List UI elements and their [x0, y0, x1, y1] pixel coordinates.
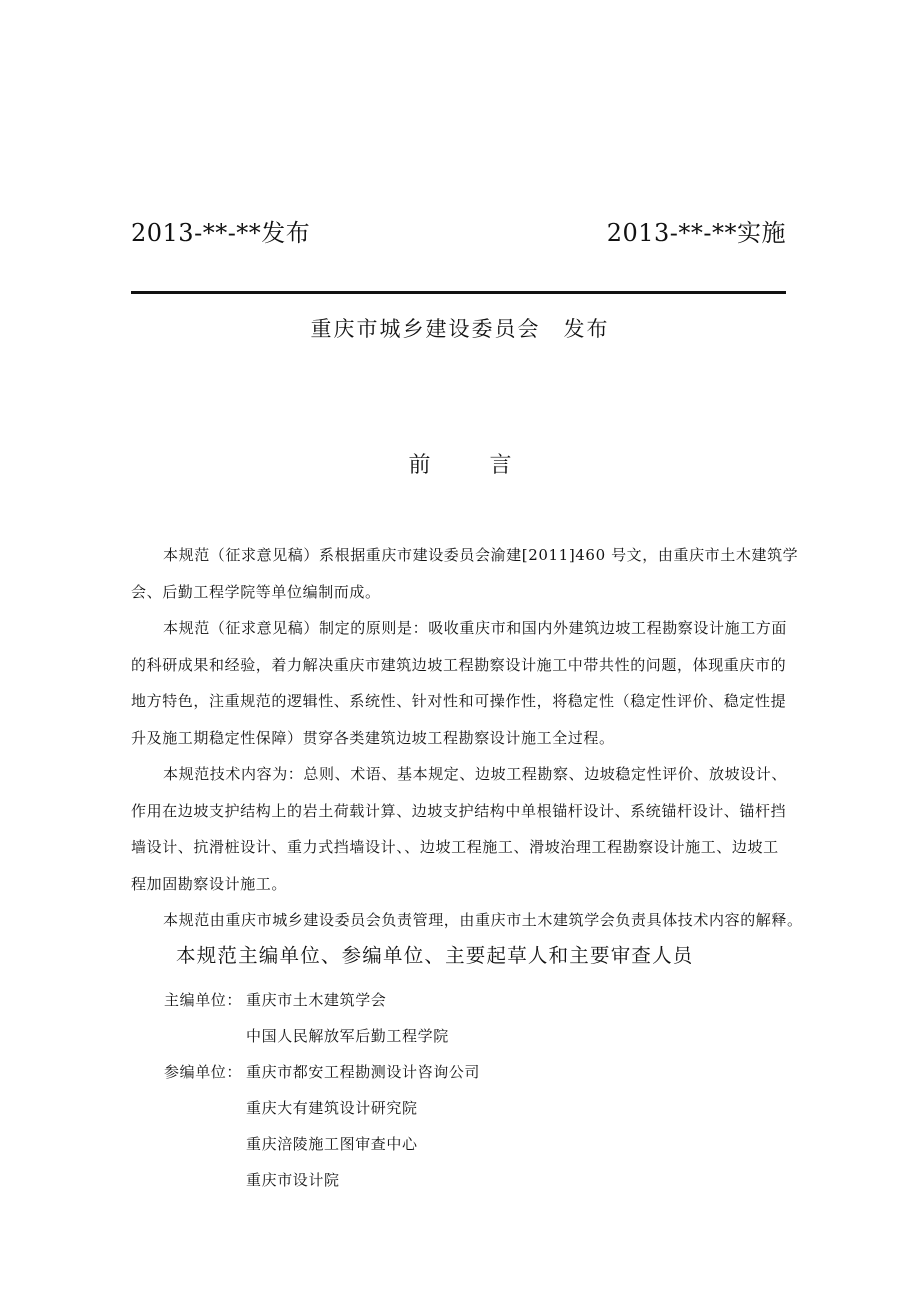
paragraph-line: 作用在边坡支护结构上的岩土荷载计算、边坡支护结构中单根锚杆设计、系统锚杆设计、锚杆挡: [131, 801, 787, 820]
implement-date: 2013-**-**实施: [606, 219, 786, 247]
paragraph-line: 本规范由重庆市城乡建设委员会负责管理，由重庆市土木建筑学会负责具体技术内容的解释。: [163, 911, 803, 929]
paragraph-line: 程加固勘察设计施工。: [131, 874, 288, 893]
paragraph-line: 本规范（征求意见稿）制定的原则是：吸收重庆市和国内外建筑边坡工程勘察设计施工方面: [163, 619, 788, 637]
preface-paragraph-4: [131, 902, 815, 939]
units-heading: 本规范主编单位、参编单位、主要起草人和主要审查人员: [176, 944, 694, 967]
issuer-line: 重庆市城乡建设委员会 发布: [310, 317, 610, 341]
chief-units-label: 主编单位：: [164, 991, 243, 1009]
preface-paragraph-3: [131, 756, 815, 902]
paragraph-line: 会、后勤工程学院等单位编制而成。: [131, 582, 381, 601]
preface-paragraph-2: [131, 610, 815, 756]
paragraph-line: 的科研成果和经验，着力解决重庆市建筑边坡工程勘察设计施工中带共性的问题，体现重庆市的: [131, 655, 787, 674]
preface-title: 前 言: [408, 453, 538, 478]
paragraph-line: 墙设计、抗滑桩设计、重力式挡墙设计、、边坡工程施工、滑坡治理工程勘察设计施工、边坡工: [131, 838, 779, 856]
paragraph-line: 升及施工期稳定性保障）贯穿各类建筑边坡工程勘察设计施工全过程。: [131, 728, 615, 747]
publish-date: 2013-**-**发布: [131, 219, 311, 247]
header-divider: [131, 291, 786, 294]
participating-unit: 重庆大有建筑设计研究院: [246, 1099, 418, 1117]
paragraph-line: 本规范（征求意见稿）系根据重庆市建设委员会渝建[2011]460 号文，由重庆市土木建筑学: [163, 546, 799, 564]
participating-units-label: 参编单位：: [164, 1063, 243, 1081]
participating-unit: 重庆市设计院: [246, 1171, 340, 1189]
participating-unit: 重庆涪陵施工图审查中心: [246, 1135, 418, 1153]
paragraph-line: 本规范技术内容为：总则、术语、基本规定、边坡工程勘察、边坡稳定性评价、放坡设计、: [163, 765, 788, 783]
participating-unit: 重庆市都安工程勘测设计咨询公司: [246, 1063, 481, 1081]
paragraph-line: 地方特色，注重规范的逻辑性、系统性、针对性和可操作性，将稳定性（稳定性评价、稳定性提: [131, 692, 787, 710]
chief-unit: 重庆市土木建筑学会: [246, 991, 387, 1009]
preface-paragraph-1: [131, 537, 815, 610]
chief-unit: 中国人民解放军后勤工程学院: [246, 1027, 449, 1045]
